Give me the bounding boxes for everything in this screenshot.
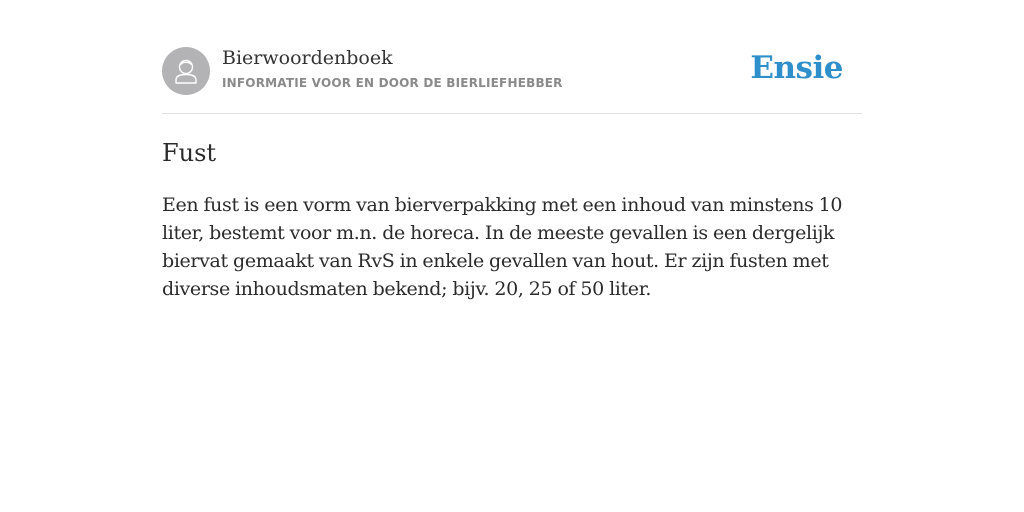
entry-term: Fust — [162, 139, 217, 167]
brand-logo-link[interactable]: Ensie — [750, 50, 843, 86]
site-title[interactable]: Bierwoordenboek — [222, 47, 393, 69]
site-subtitle: INFORMATIE VOOR EN DOOR DE BIERLIEFHEBBER — [222, 76, 563, 90]
user-icon — [162, 47, 210, 95]
header — [162, 46, 862, 114]
site-info — [222, 46, 563, 91]
avatar[interactable] — [162, 47, 210, 95]
content-container — [162, 46, 862, 303]
entry-definition: Een fust is een vorm van bierverpakking met een inhoud van minstens 10 liter, bestemt voor m.n. de horeca. In de meeste gevallen is een dergelijk biervat gemaakt van RvS in enkele gevallen van hout. Er zijn fusten met diverse inhoudsmaten bekend; bijv. 20, 25 of 50 liter. — [162, 194, 843, 300]
